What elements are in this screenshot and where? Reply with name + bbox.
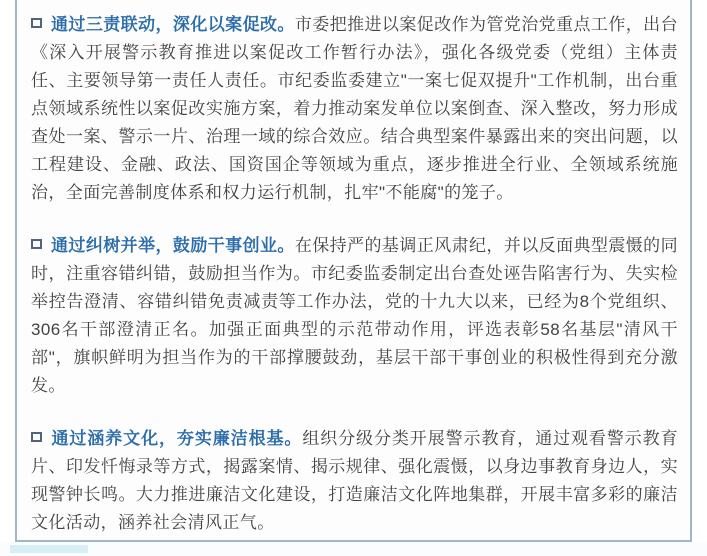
paragraph bbox=[31, 11, 678, 207]
paragraph bbox=[31, 232, 678, 400]
highlight-strip bbox=[10, 545, 88, 553]
paragraph-heading: 通过三责联动，深化以案促改。 bbox=[51, 15, 295, 34]
square-bullet-icon bbox=[31, 18, 42, 28]
paragraph-heading: 通过纠树并举，鼓励干事创业。 bbox=[51, 236, 295, 255]
square-bullet-icon bbox=[31, 432, 42, 442]
paragraph-body: 市委把推进以案促改作为管党治党重点工作，出台《深入开展警示教育推进以案促改工作暂行办法》，强化各级党委（党组）主体责任、主要领导第一责任人责任。市纪委监委建立"一案七促双提升"工作机制，出台重点领域系统性以案促改实施方案，着力推动案发单位以案倒查、深入整改，努力形成查处一案、警示一片、治理一域的综合效应。结合典型案件暴露出来的突出问题，以工程建设、金融、政法、国资国企等领域为重点，逐步推进全行业、全领域系统施治，全面完善制度体系和权力运行机制，扎牢"不能腐"的笼子。 bbox=[31, 15, 678, 202]
paragraph-body: 组织分级分类开展警示教育，通过观看警示教育片、印发忏悔录等方式，揭露案情、揭示规律、强化震慑，以身边事教育身边人，实现警钟长鸣。大力推进廉洁文化建设，打造廉洁文化阵地集群，开展丰富多彩的廉洁文化活动，涵养社会清风正气。 bbox=[31, 429, 678, 532]
paragraph-body: 在保持严的基调正风肃纪，并以反面典型震慑的同时，注重容错纠错，鼓励担当作为。市纪委监委制定出台查处诬告陷害行为、失实检举控告澄清、容错纠错免责减责等工作办法，党的十九大以来，已经为8个党组织、306名干部澄清正名。加强正面典型的示范带动作用，评选表彰58名基层"清风干部"，旗帜鲜明为担当作为的干部撑腰鼓劲，基层干部干事创业的积极性得到充分激发。 bbox=[31, 236, 678, 395]
content-card bbox=[15, 0, 692, 542]
paragraph-heading: 通过涵养文化，夯实廉洁根基。 bbox=[51, 429, 303, 448]
square-bullet-icon bbox=[31, 239, 42, 249]
below-card-area bbox=[0, 542, 707, 556]
paragraph bbox=[31, 425, 678, 537]
